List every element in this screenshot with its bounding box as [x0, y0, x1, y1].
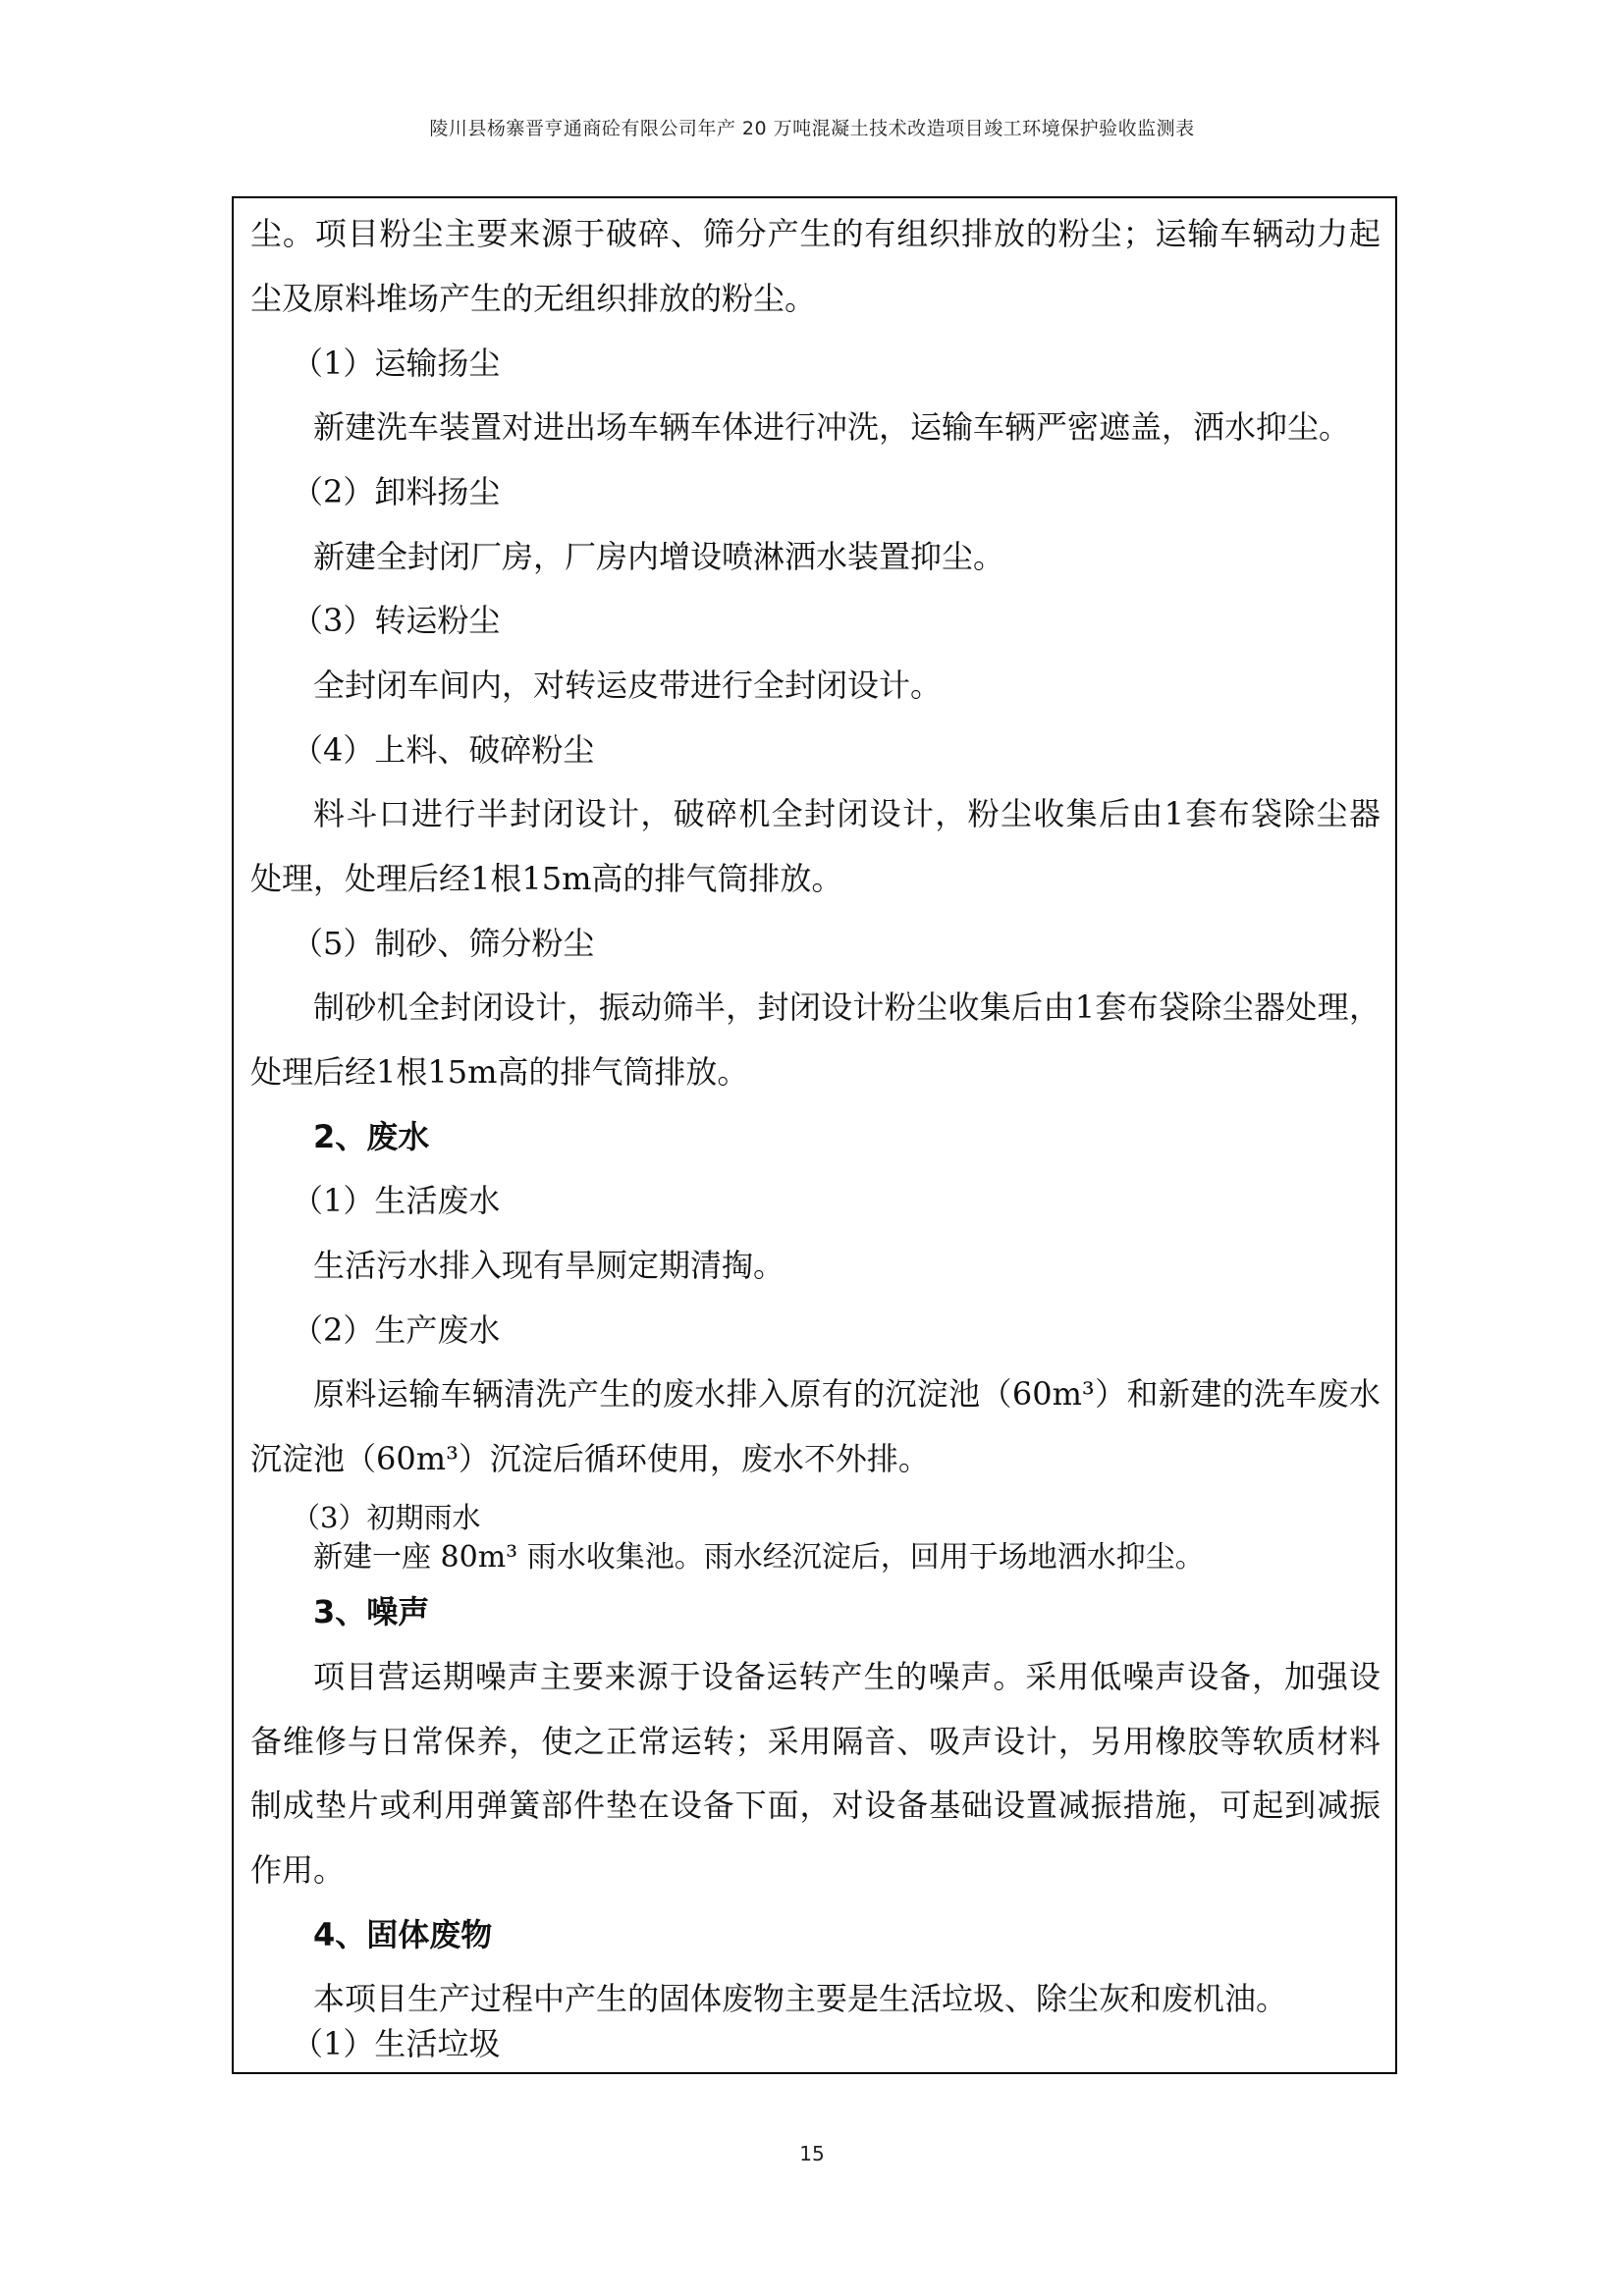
subsection-heading: （3）转运粉尘 — [292, 602, 501, 639]
section-heading: 3、噪声 — [313, 1593, 430, 1630]
text-line: 本项目生产过程中产生的固体废物主要是生活垃圾、除尘灰和废机油。 — [313, 1980, 1288, 2017]
text-line: 尘及原料堆场产生的无组织排放的粉尘。 — [250, 280, 817, 317]
text-line: 全封闭车间内，对转运皮带进行全封闭设计。 — [313, 667, 943, 704]
text-line: 原料运输车辆清洗产生的废水排入原有的沉淀池（60m³）和新建的洗车废水 — [313, 1375, 1380, 1413]
subsection-heading: （1）生活废水 — [292, 1182, 501, 1219]
subsection-heading: （4）上料、破碎粉尘 — [292, 731, 595, 769]
text-line: 新建一座 80m³ 雨水收集池。雨水经沉淀后，回用于场地洒水抑尘。 — [313, 1540, 1205, 1575]
subsection-heading: （2）生产废水 — [292, 1311, 501, 1349]
subsection-heading: （2）卸料扬尘 — [292, 473, 501, 510]
text-line: 料斗口进行半封闭设计，破碎机全封闭设计，粉尘收集后由1套布袋除尘器 — [313, 795, 1380, 832]
content-box — [232, 196, 1397, 2074]
subsection-heading: （1）运输扬尘 — [292, 345, 501, 382]
page-number: 15 — [799, 2142, 825, 2165]
text-line: 处理，处理后经1根15m高的排气筒排放。 — [250, 860, 843, 897]
text-line: 沉淀池（60m³）沉淀后循环使用，废水不外排。 — [250, 1440, 930, 1477]
text-line: 生活污水排入现有旱厕定期清掏。 — [313, 1247, 785, 1284]
text-line: 项目营运期噪声主要来源于设备运转产生的噪声。采用低噪声设备，加强设 — [313, 1658, 1380, 1695]
subsection-heading: （1）生活垃圾 — [292, 2025, 501, 2062]
page-header: 陵川县杨寨晋亨通商砼有限公司年产 20 万吨混凝土技术改造项目竣工环境保护验收监测表 — [429, 118, 1195, 139]
text-line: 处理后经1根15m高的排气筒排放。 — [250, 1053, 749, 1091]
text-line: 作用。 — [250, 1851, 346, 1889]
text-line: 制砂机全封闭设计，振动筛半，封闭设计粉尘收集后由1套布袋除尘器处理， — [313, 988, 1380, 1026]
text-line: 新建全封闭厂房，厂房内增设喷淋洒水装置抑尘。 — [313, 538, 1005, 575]
subsection-heading: （3）初期雨水 — [292, 1501, 481, 1534]
text-line: 制成垫片或利用弹簧部件垫在设备下面，对设备基础设置减振措施，可起到减振 — [250, 1787, 1380, 1824]
section-heading: 4、固体废物 — [313, 1916, 493, 1953]
subsection-heading: （5）制砂、筛分粉尘 — [292, 925, 595, 962]
text-line: 尘。项目粉尘主要来源于破碎、筛分产生的有组织排放的粉尘；运输车辆动力起 — [250, 215, 1380, 252]
text-line: 备维修与日常保养，使之正常运转；采用隔音、吸声设计，另用橡胶等软质材料 — [250, 1723, 1380, 1760]
text-line: 新建洗车装置对进出场车辆车体进行冲洗，运输车辆严密遮盖，洒水抑尘。 — [313, 408, 1351, 446]
section-heading: 2、废水 — [313, 1118, 430, 1155]
